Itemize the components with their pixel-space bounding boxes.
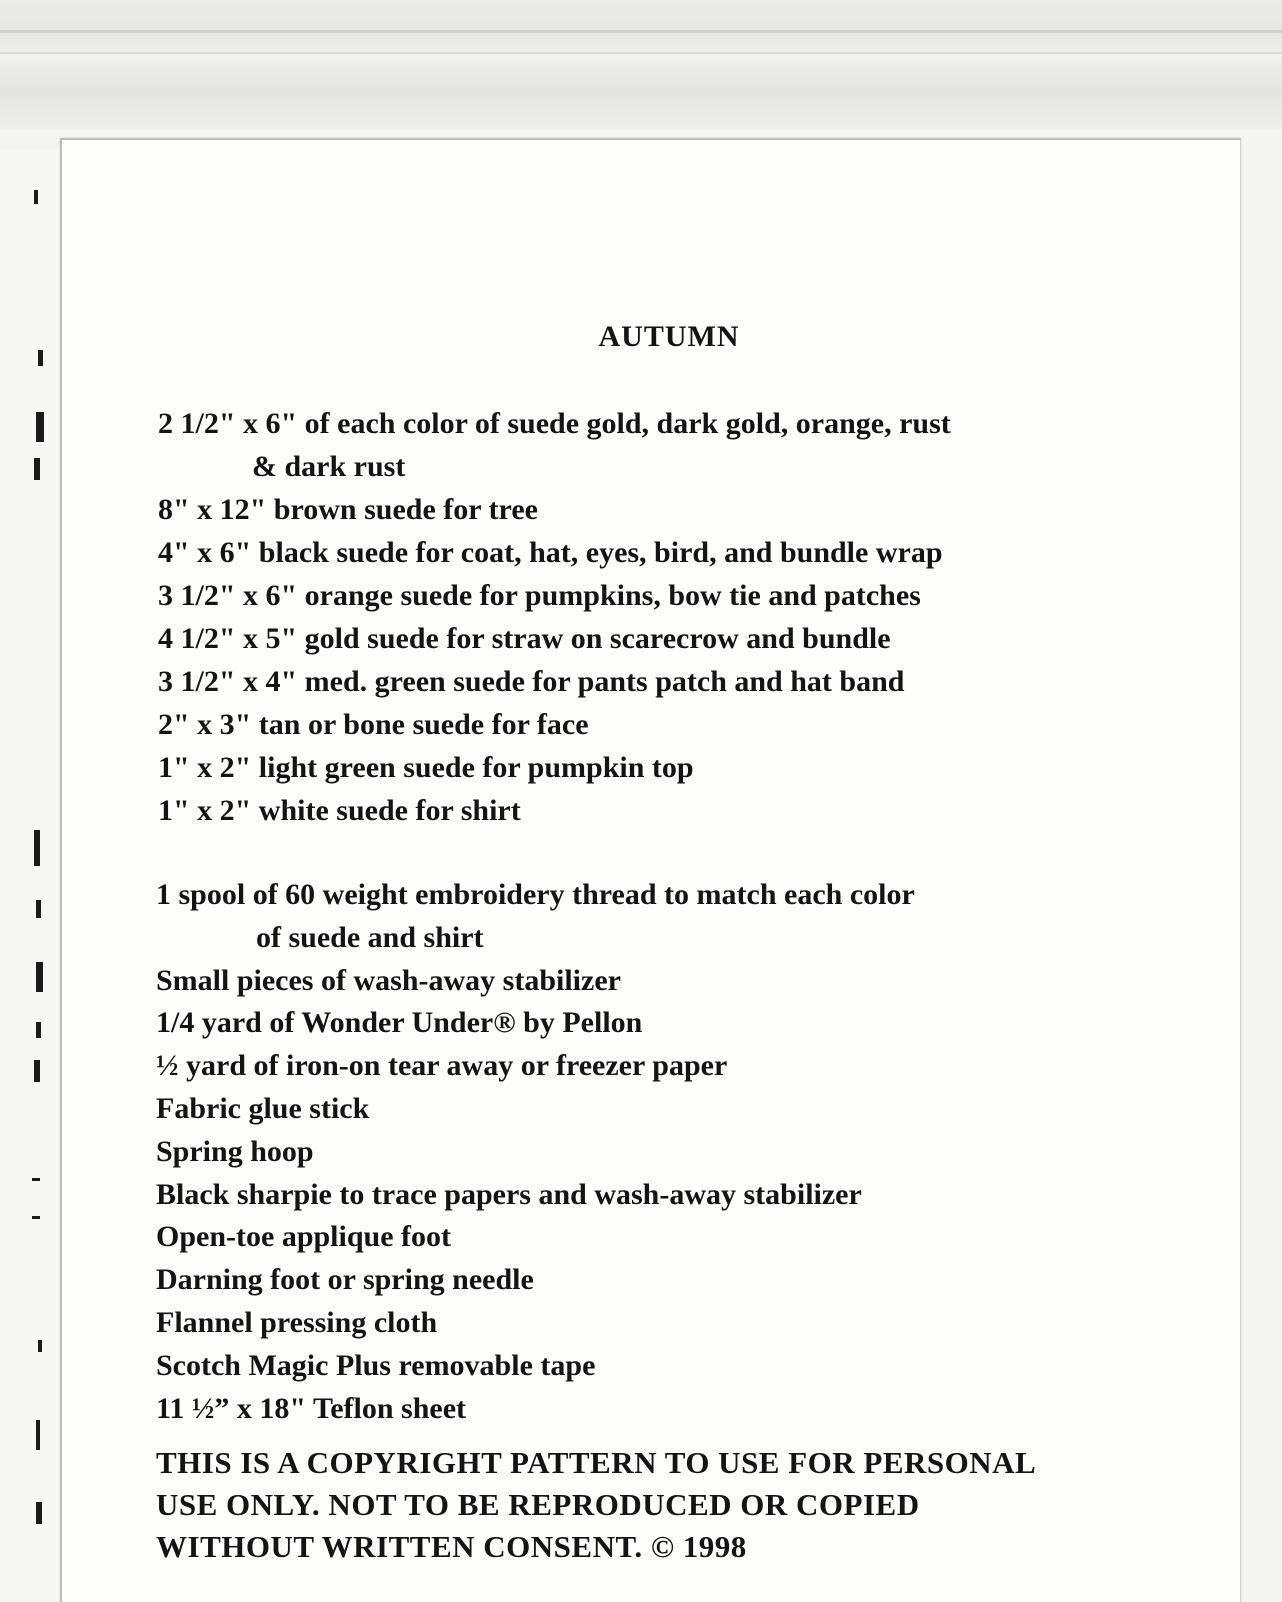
- margin-mark: [38, 350, 43, 366]
- pattern-page: [60, 138, 1241, 1602]
- list-item: 3 1/2" x 4" med. green suede for pants patch and hat band: [158, 665, 905, 698]
- margin-mark: [36, 1502, 42, 1524]
- margin-mark: [38, 1340, 42, 1352]
- margin-mark: [36, 412, 44, 442]
- list-item: 4 1/2" x 5" gold suede for straw on scarecrow and bundle: [158, 622, 891, 655]
- sleeve-seal-line: [0, 30, 1282, 33]
- list-item: 3 1/2" x 6" orange suede for pumpkins, bow tie and patches: [158, 579, 921, 612]
- margin-mark: [36, 1022, 41, 1038]
- sleeve-seal-line: [0, 52, 1282, 54]
- copyright-line: THIS IS A COPYRIGHT PATTERN TO USE FOR PERSONAL: [156, 1445, 1037, 1480]
- copyright-line: WITHOUT WRITTEN CONSENT. © 1998: [156, 1529, 747, 1564]
- materials-list: [158, 402, 951, 832]
- list-item: Spring hoop: [156, 1134, 314, 1168]
- list-item: ½ yard of iron-on tear away or freezer paper: [156, 1049, 728, 1083]
- page-title: AUTUMN: [598, 320, 740, 353]
- margin-mark: [36, 1420, 40, 1450]
- list-item: Scotch Magic Plus removable tape: [156, 1348, 596, 1382]
- margin-mark: [32, 1216, 40, 1219]
- margin-mark: [32, 1178, 40, 1181]
- list-item: Fabric glue stick: [156, 1091, 370, 1125]
- margin-mark: [34, 190, 38, 204]
- list-item: 1 spool of 60 weight embroidery thread to match each color: [156, 878, 915, 911]
- list-item: 1" x 2" white suede for shirt: [158, 794, 521, 827]
- margin-mark: [34, 1060, 40, 1082]
- list-item: 11 ½” x 18" Teflon sheet: [156, 1391, 467, 1425]
- list-item: 1" x 2" light green suede for pumpkin top: [158, 751, 694, 784]
- list-item: Black sharpie to trace papers and wash-away stabilizer: [156, 1177, 862, 1211]
- list-item: Flannel pressing cloth: [156, 1305, 438, 1339]
- list-item: 2" x 3" tan or bone suede for face: [158, 708, 589, 741]
- copyright-line: USE ONLY. NOT TO BE REPRODUCED OR COPIED: [156, 1487, 920, 1522]
- margin-mark: [36, 962, 43, 992]
- list-item: Darning foot or spring needle: [156, 1263, 534, 1297]
- margin-mark: [34, 830, 40, 866]
- list-item: of suede and shirt: [256, 920, 484, 954]
- margin-mark: [36, 900, 41, 918]
- copyright-notice: [156, 1442, 1196, 1568]
- list-item: & dark rust: [252, 450, 406, 483]
- list-item: 1/4 yard of Wonder Under® by Pellon: [156, 1006, 643, 1040]
- list-item: Open-toe applique foot: [156, 1220, 452, 1254]
- list-item: 2 1/2" x 6" of each color of suede gold, dark gold, orange, rust: [158, 407, 951, 440]
- list-item: 8" x 12" brown suede for tree: [158, 493, 538, 526]
- plastic-sleeve: [0, 0, 1282, 130]
- margin-mark: [34, 458, 40, 480]
- list-item: Small pieces of wash-away stabilizer: [156, 963, 621, 997]
- list-item: 4" x 6" black suede for coat, hat, eyes, bird, and bundle wrap: [158, 536, 943, 569]
- underlying-sheet-edge: [0, 150, 65, 1600]
- supplies-list: [156, 874, 915, 1430]
